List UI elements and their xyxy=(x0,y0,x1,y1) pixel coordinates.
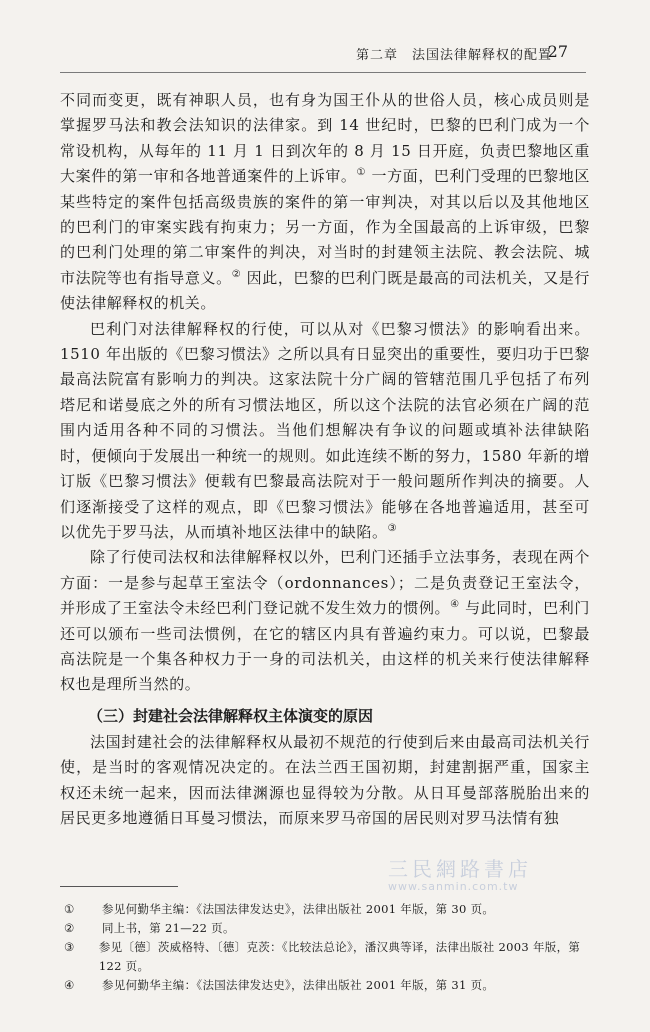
paragraph-parlement-interpretation: 巴利门对法律解释权的行使，可以从对《巴黎习惯法》的影响看出来。1510 年出版的《巴黎习惯法》之所以具有日显突出的重要性，要归功于巴黎最高法院富有影响力的判决。这家法院十分广阔的管辖范围几乎包括了布列塔尼和诺曼底之外的所有习惯法地区，所以这个法院的法官必须在广阔的范围内适用各种不同的习惯法。当他们想解决有争议的问题或填补法律缺陷时，便倾向于发展出一种统一的规则。如此连续不断的努力，1580 年新的增订版《巴黎习惯法》便载有巴黎最高法院对于一般问题所作判决的摘要。人们逐渐接受了这样的观点，即《巴黎习惯法》能够在各地普遍适用，甚至可以优先于罗马法，从而填补地区法律中的缺陷。③ xyxy=(60,319,590,541)
footnote-divider xyxy=(60,886,178,887)
footnote-item xyxy=(60,900,590,919)
footnote-text: 参见何勤华主编：《法国法律发达史》，法律出版社 2001 年版，第 30 页。 xyxy=(102,902,495,916)
chapter-title: 第二章 法国法律解释权的配置 xyxy=(355,48,552,63)
running-header xyxy=(0,40,650,66)
page-number: 27 xyxy=(547,42,568,61)
watermark xyxy=(388,858,532,894)
footnote-ref-4: ④ xyxy=(450,599,460,611)
section-heading: （三）封建社会法律解释权主体演变的原因 xyxy=(88,706,374,725)
footnote-ref-1: ① xyxy=(356,167,367,179)
footnote-mark: ② xyxy=(64,921,75,935)
footnote-item xyxy=(60,938,590,976)
body-text xyxy=(60,88,590,831)
footnote-text: 参见何勤华主编：《法国法律发达史》，法律出版社 2001 年版，第 31 页。 xyxy=(102,978,495,992)
paragraph-parlement-legislation: 除了行使司法权和法律解释权以外，巴利门还插手立法事务，表现在两个方面：一是参与起草王室法令（ordonnances）；二是负责登记王室法令，并形成了王室法令未经巴利门登记就不发生效力的惯例。④ 与此同时，巴利门还可以颁布一些司法惯例，在它的辖区内具有普遍约束力。可以说，巴黎最高法院是一个集各种权力于一身的司法机关，由这样的机关来行使法律解释权也是理所当然的。 xyxy=(60,548,590,694)
paragraph-continuation: 不同而变更，既有神职人员，也有身为国王仆从的世俗人员，核心成员则是掌握罗马法和教会法知识的法律家。到 14 世纪时，巴黎的巴利门成为一个常设机构，从每年的 11 月 1 日到次年的 8 月 15 日开庭，负责巴黎地区重大案件的第一审和各地普通案件的上诉审。① 一方面，巴利门受理的巴黎地区某些特定的案件包括高级贵族的案件的第一审判决，对其以后以及其他地区的巴利门的审案实践有拘束力；另一方面，作为全国最高的上诉审级，巴黎的巴利门处理的第二审案件的判决，对当时的封建领主法院、教会法院、城市法院等也有指导意义。② 因此，巴黎的巴利门既是最高的司法机关，又是行使法律解释权的机关。 xyxy=(60,91,590,313)
footnote-text: 参见〔德〕茨威格特、〔德〕克茨：《比较法总论》，潘汉典等译，法律出版社 2003 年版，第 122 页。 xyxy=(98,940,581,973)
watermark-text: 三民網路書店 xyxy=(388,857,532,881)
footnote-item xyxy=(60,919,590,938)
footnotes xyxy=(60,900,590,995)
header-divider xyxy=(60,72,586,73)
footnote-mark: ③ xyxy=(64,940,75,954)
footnote-text: 同上书，第 21—22 页。 xyxy=(102,921,235,935)
footnote-ref-3: ③ xyxy=(387,522,398,534)
footnote-item xyxy=(60,976,590,995)
footnote-mark: ① xyxy=(64,902,75,916)
paragraph-causes: 法国封建社会的法律解释权从最初不规范的行使到后来由最高司法机关行使，是当时的客观情况决定的。在法兰西王国初期，封建割据严重，国家主权还未统一起来，因而法律渊源也显得较为分散。从日耳曼部落脱胎出来的居民更多地遵循日耳曼习惯法，而原来罗马帝国的居民则对罗马法情有独 xyxy=(60,732,590,827)
footnote-mark: ④ xyxy=(64,978,75,992)
footnote-ref-2: ② xyxy=(231,268,242,280)
watermark-url: www.sanmin.com.tw xyxy=(388,880,519,893)
